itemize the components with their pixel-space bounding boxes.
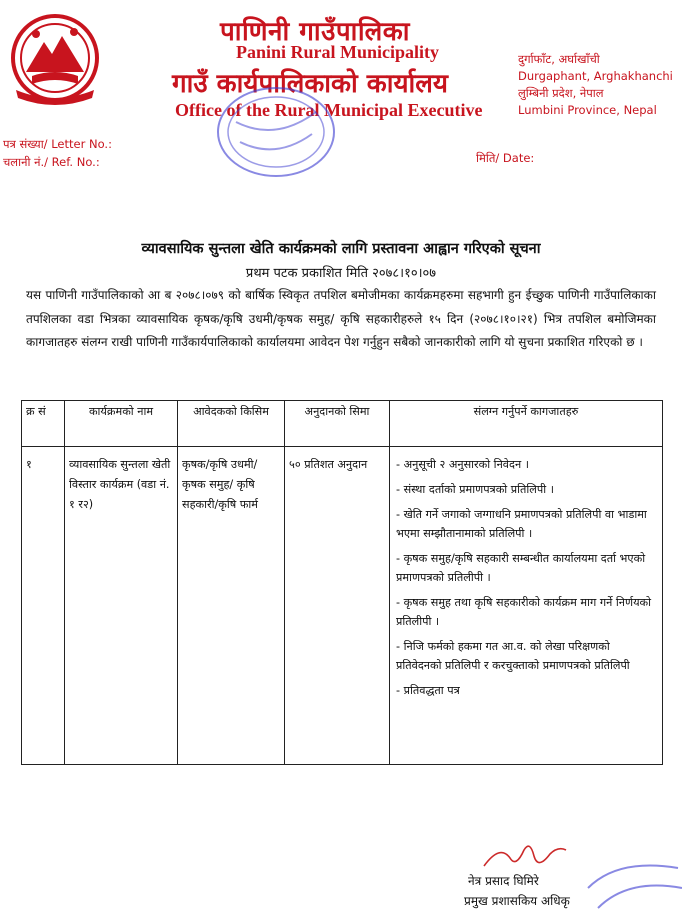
document-item: - प्रतिवद्धता पत्र (396, 684, 460, 697)
document-item: - कृषक समुह/कृषि सहकारी सम्बन्धीत कार्यालयमा दर्ता भएको प्रमाणपत्रको प्रतिलीपी । (396, 552, 646, 584)
province-en: Lumbini Province, Nepal (518, 103, 657, 117)
municipality-name-np: पाणिनी गाउँपालिका (220, 17, 410, 47)
date-label: मिति/ Date: (476, 151, 535, 165)
table-header-row (22, 401, 663, 447)
address-np: दुर्गाफाँट, अर्घाखाँची (518, 52, 600, 66)
officer-name: नेत्र प्रसाद घिमिरे (468, 874, 539, 888)
document-item: - संस्था दर्ताको प्रमाणपत्रको प्रतिलिपी । (396, 483, 554, 496)
document-item: - खेति गर्ने जगाको जग्गाधनि प्रमाणपत्रको प्रतिलिपी वा भाडामा भएमा सम्झौतानामाको प्रतिलिपी । (396, 508, 647, 540)
document-item: - कृषक समुह तथा कृषि सहकारीको कार्यक्रम माग गर्ने निर्णयको प्रतिलीपी । (396, 596, 652, 628)
handwritten-signature (480, 836, 570, 876)
col-serial-header: क्र सं (22, 401, 65, 447)
document-item: - निजि फर्मको हकमा गत आ.व. को लेखा परिक्षणको प्रतिवेदनको प्रतिलिपी र करचुक्ताको प्रमाणपत्रको प्रतिलिपी (396, 640, 630, 672)
col-documents-header: संलग्न गर्नुपर्ने कागजातहरु (390, 401, 663, 447)
published-date: प्रथम पटक प्रकाशित मिति २०७८।१०।०७ (245, 266, 437, 281)
row-program: व्यावसायिक सुन्तला खेती विस्तार कार्यक्रम (वडा नं. १ र२) (65, 447, 178, 765)
program-table (21, 400, 663, 765)
municipality-name-en: Panini Rural Municipality (236, 42, 440, 62)
office-name-np: गाउँ कार्यपालिकाको कार्यालय (172, 69, 448, 99)
address-en: Durgaphant, Arghakhanchi (518, 69, 673, 83)
row-documents (390, 447, 663, 765)
office-name-en: Office of the Rural Municipal Executive (175, 100, 483, 120)
nepal-emblem-logo (6, 10, 104, 110)
row-applicant: कृषक/कृषि उधमी/कृषक समुह/ कृषि सहकारी/कृषि फार्म (178, 447, 285, 765)
col-program-header: कार्यक्रमको नाम (65, 401, 178, 447)
office-stamp (206, 82, 346, 192)
province-np: लुम्बिनी प्रदेश, नेपाल (518, 86, 604, 100)
officer-seal-stamp (578, 858, 682, 918)
notice-title: व्यावसायिक सुन्तला खेति कार्यक्रमको लागि प्रस्तावना आह्वान गरिएको सूचना (141, 241, 541, 257)
document-item: - अनुसूची २ अनुसारको निवेदन । (396, 458, 529, 471)
officer-title: प्रमुख प्रशासकिय अधिकृ (464, 894, 570, 908)
row-serial: १ (22, 447, 65, 765)
reference-number-label: चलानी नं./ Ref. No.: (3, 155, 100, 169)
col-grant-header: अनुदानको सिमा (285, 401, 390, 447)
row-grant: ५० प्रतिशत अनुदान (285, 447, 390, 765)
col-applicant-header: आवेदकको किसिम (178, 401, 285, 447)
letter-number-label: पत्र संख्या/ Letter No.: (3, 137, 112, 151)
notice-body: यस पाणिनी गाउँपालिकाको आ ब २०७८।०७९ को बार्षिक स्विकृत तपशिल बमोजीमका कार्यक्रमहरुमा सहभागी हुन ईच्छुक पाणिनी गाउँपालिकाका तपशिलका वडा भित्रका व्यावसायिक कृषक/कृषि उधमी/कृषक समुह/ कृषि सहकारीहरुले १५ दिन (२०७८।१०।२१) भित्र तपशिल बमोजिमका कागजातहरु संलग्न राखी पाणिनी गाउँकार्यपालिकाको कार्यालयमा आवेदन पेश गर्नुहुन सबैको जानकारीको लागि यो सुचना प्रकाशित गरिएको छ । (26, 288, 656, 349)
table-row (22, 447, 663, 765)
